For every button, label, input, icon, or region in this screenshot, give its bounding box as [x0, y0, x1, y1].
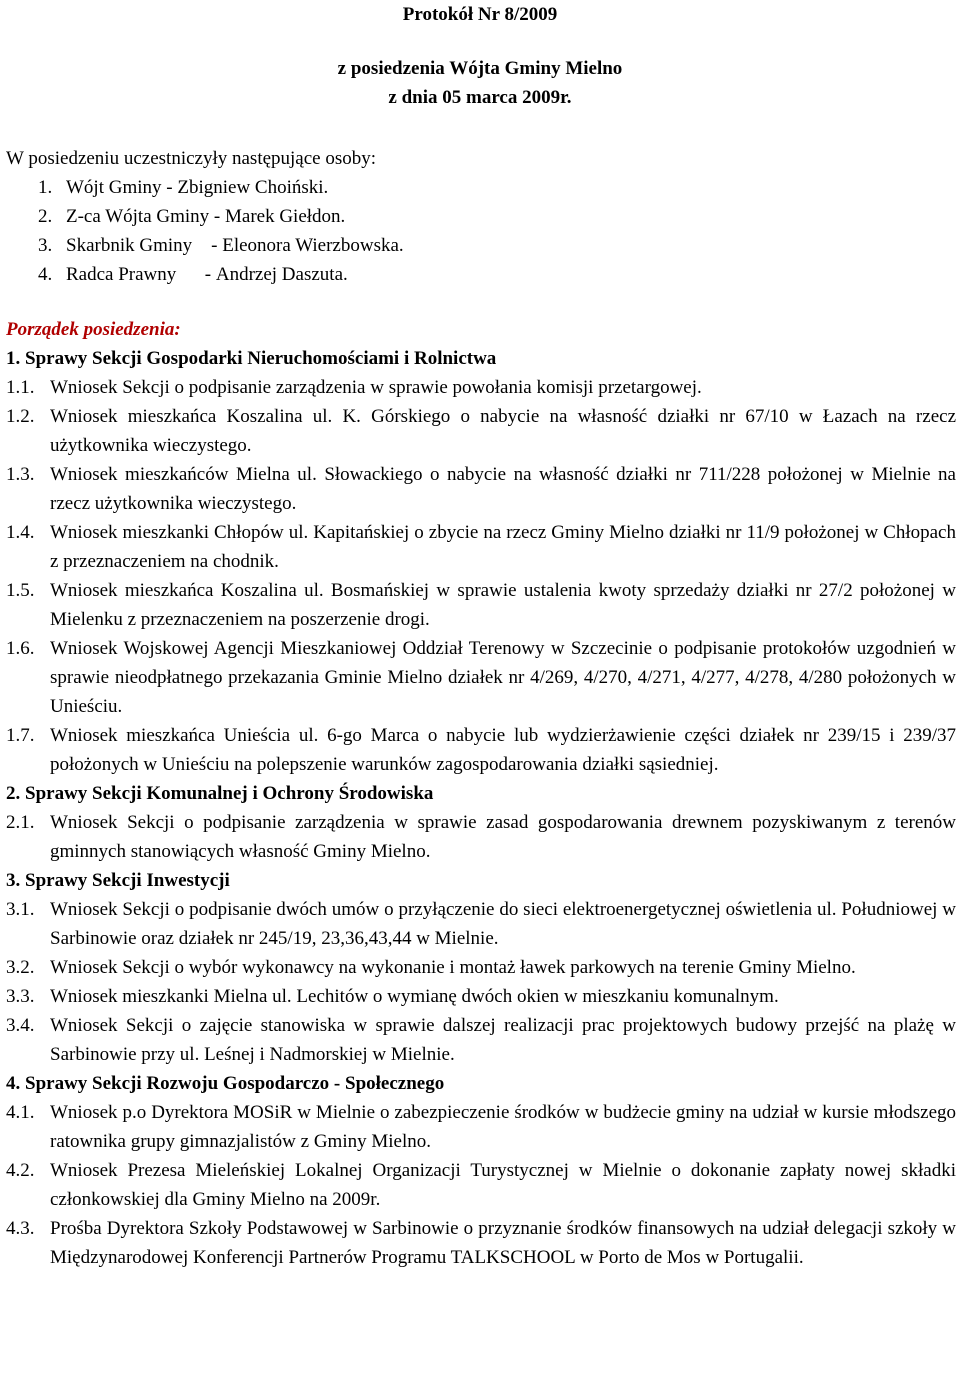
attendee-name: Zbigniew Choiński.	[177, 177, 329, 198]
attendee-item	[38, 173, 404, 202]
attendee-role: Wójt Gminy -	[66, 177, 178, 198]
item-text: Wniosek p.o Dyrektora MOSiR w Mielnie o zabezpieczenie środków w budżecie gminy na udział w kursie młodszego ratownika grupy gimnazjalistów z Gminy Mielno.	[50, 1102, 956, 1152]
attendee-role: Radca Prawny -	[66, 264, 216, 285]
attendee-name: Eleonora Wierzbowska.	[222, 235, 404, 256]
agenda-item	[6, 1156, 956, 1214]
agenda-item	[6, 460, 956, 518]
item-text: Wniosek Sekcji o podpisanie zarządzenia w sprawie powołania komisji przetargowej.	[50, 377, 702, 398]
agenda-item	[6, 1214, 956, 1272]
section-heading: 4. Sprawy Sekcji Rozwoju Gospodarczo - Społecznego	[6, 1073, 445, 1094]
agenda	[6, 344, 956, 1272]
agenda-item	[6, 634, 956, 721]
agenda-item	[6, 373, 956, 402]
item-number: 1.4.	[6, 522, 35, 543]
item-text: Wniosek mieszkańca Koszalina ul. Bosmańskiej w sprawie ustalenia kwoty sprzedaży działki nr 27/2 położonej w Mielenku z przeznaczeniem na poszerzenie drogi.	[50, 580, 956, 630]
item-text: Prośba Dyrektora Szkoły Podstawowej w Sarbinowie o przyznanie środków finansowych na udział delegacji szkoły w Międzynarodowej Konferencji Partnerów Programu TALKSCHOOL w Porto de Mos w Portugalii.	[50, 1218, 956, 1268]
attendee-number: 1.	[38, 177, 53, 198]
agenda-item	[6, 1098, 956, 1156]
item-number: 3.1.	[6, 899, 35, 920]
item-number: 1.6.	[6, 638, 35, 659]
agenda-item	[6, 576, 956, 634]
attendee-role: Z-ca Wójta Gminy -	[66, 206, 225, 227]
item-number: 2.1.	[6, 812, 35, 833]
item-text: Wniosek Sekcji o podpisanie dwóch umów o przyłączenie do sieci elektroenergetycznej oświetlenia ul. Południowej w Sarbinowie oraz działek nr 245/19, 23,36,43,44 w Mielnie.	[50, 899, 956, 949]
agenda-item	[6, 953, 956, 982]
item-number: 1.3.	[6, 464, 35, 485]
attendee-name: Andrzej Daszuta.	[215, 264, 348, 285]
agenda-item	[6, 518, 956, 576]
item-number: 4.2.	[6, 1160, 35, 1181]
item-text: Wniosek mieszkanki Mielna ul. Lechitów o wymianę dwóch okien w mieszkaniu komunalnym.	[50, 986, 779, 1007]
section-heading: 2. Sprawy Sekcji Komunalnej i Ochrony Środowiska	[6, 783, 434, 804]
item-number: 1.5.	[6, 580, 35, 601]
attendee-item	[38, 260, 404, 289]
item-number: 3.4.	[6, 1015, 35, 1036]
item-number: 4.3.	[6, 1218, 35, 1239]
section-heading: 3. Sprawy Sekcji Inwestycji	[6, 870, 230, 891]
agenda-item	[6, 721, 956, 779]
attendee-number: 4.	[38, 264, 53, 285]
attendee-number: 3.	[38, 235, 53, 256]
item-text: Wniosek Wojskowej Agencji Mieszkaniowej Oddział Terenowy w Szczecinie o podpisanie protokołów uzgodnień w sprawie nieodpłatnego przekazania Gminie Mielno działek nr 4/269, 4/270, 4/271, 4/277, 4/278, 4/280 położonych w Unieściu.	[50, 638, 956, 717]
item-number: 4.1.	[6, 1102, 35, 1123]
agenda-item	[6, 808, 956, 866]
item-number: 1.2.	[6, 406, 35, 427]
section-heading: 1. Sprawy Sekcji Gospodarki Nieruchomościami i Rolnictwa	[6, 348, 497, 369]
item-text: Wniosek Sekcji o zajęcie stanowiska w sprawie dalszej realizacji prac projektowych budowy przejść na plażę w Sarbinowie przy ul. Leśnej i Nadmorskiej w Mielnie.	[50, 1015, 956, 1065]
protocol-subtitle: z posiedzenia Wójta Gminy Mielno	[337, 58, 623, 79]
agenda-item	[6, 402, 956, 460]
attendee-item	[38, 202, 404, 231]
item-text: Wniosek Sekcji o wybór wykonawcy na wykonanie i montaż ławek parkowych na terenie Gminy Mielno.	[50, 957, 856, 978]
attendee-role: Skarbnik Gminy -	[66, 235, 223, 256]
protocol-date: z dnia 05 marca 2009r.	[388, 87, 572, 108]
item-text: Wniosek Prezesa Mieleńskiej Lokalnej Organizacji Turystycznej w Mielnie o dokonanie zapłaty nowej składki członkowskiej dla Gminy Mielno na 2009r.	[50, 1160, 956, 1210]
attendance-intro: W posiedzeniu uczestniczyły następujące osoby:	[6, 148, 377, 169]
item-number: 1.1.	[6, 377, 35, 398]
attendee-number: 2.	[38, 206, 53, 227]
item-number: 3.3.	[6, 986, 35, 1007]
item-number: 1.7.	[6, 725, 35, 746]
agenda-item	[6, 895, 956, 953]
attendee-item	[38, 231, 404, 260]
item-number: 3.2.	[6, 957, 35, 978]
item-text: Wniosek mieszkańca Koszalina ul. K. Górskiego o nabycie na własność działki nr 67/10 w Łazach na rzecz użytkownika wieczystego.	[50, 406, 956, 456]
attendee-list	[38, 173, 404, 289]
agenda-heading: Porządek posiedzenia:	[6, 319, 181, 340]
protocol-title: Protokół Nr 8/2009	[402, 4, 558, 25]
item-text: Wniosek mieszkańców Mielna ul. Słowackiego o nabycie na własność działki nr 711/228 położonej w Mielnie na rzecz użytkownika wieczystego.	[50, 464, 956, 514]
item-text: Wniosek Sekcji o podpisanie zarządzenia w sprawie zasad gospodarowania drewnem pozyskiwanym z terenów gminnych stanowiących własność Gminy Mielno.	[50, 812, 956, 862]
agenda-item	[6, 982, 956, 1011]
attendee-name: Marek Giełdon.	[225, 206, 346, 227]
item-text: Wniosek mieszkanki Chłopów ul. Kapitańskiej o zbycie na rzecz Gminy Mielno działki nr 11/9 położonej w Chłopach z przeznaczeniem na chodnik.	[50, 522, 956, 572]
agenda-item	[6, 1011, 956, 1069]
item-text: Wniosek mieszkańca Unieścia ul. 6-go Marca o nabycie lub wydzierżawienie części działek nr 239/15 i 239/37 położonych w Unieściu na polepszenie warunków zagospodarowania działki sąsiedniej.	[50, 725, 956, 775]
